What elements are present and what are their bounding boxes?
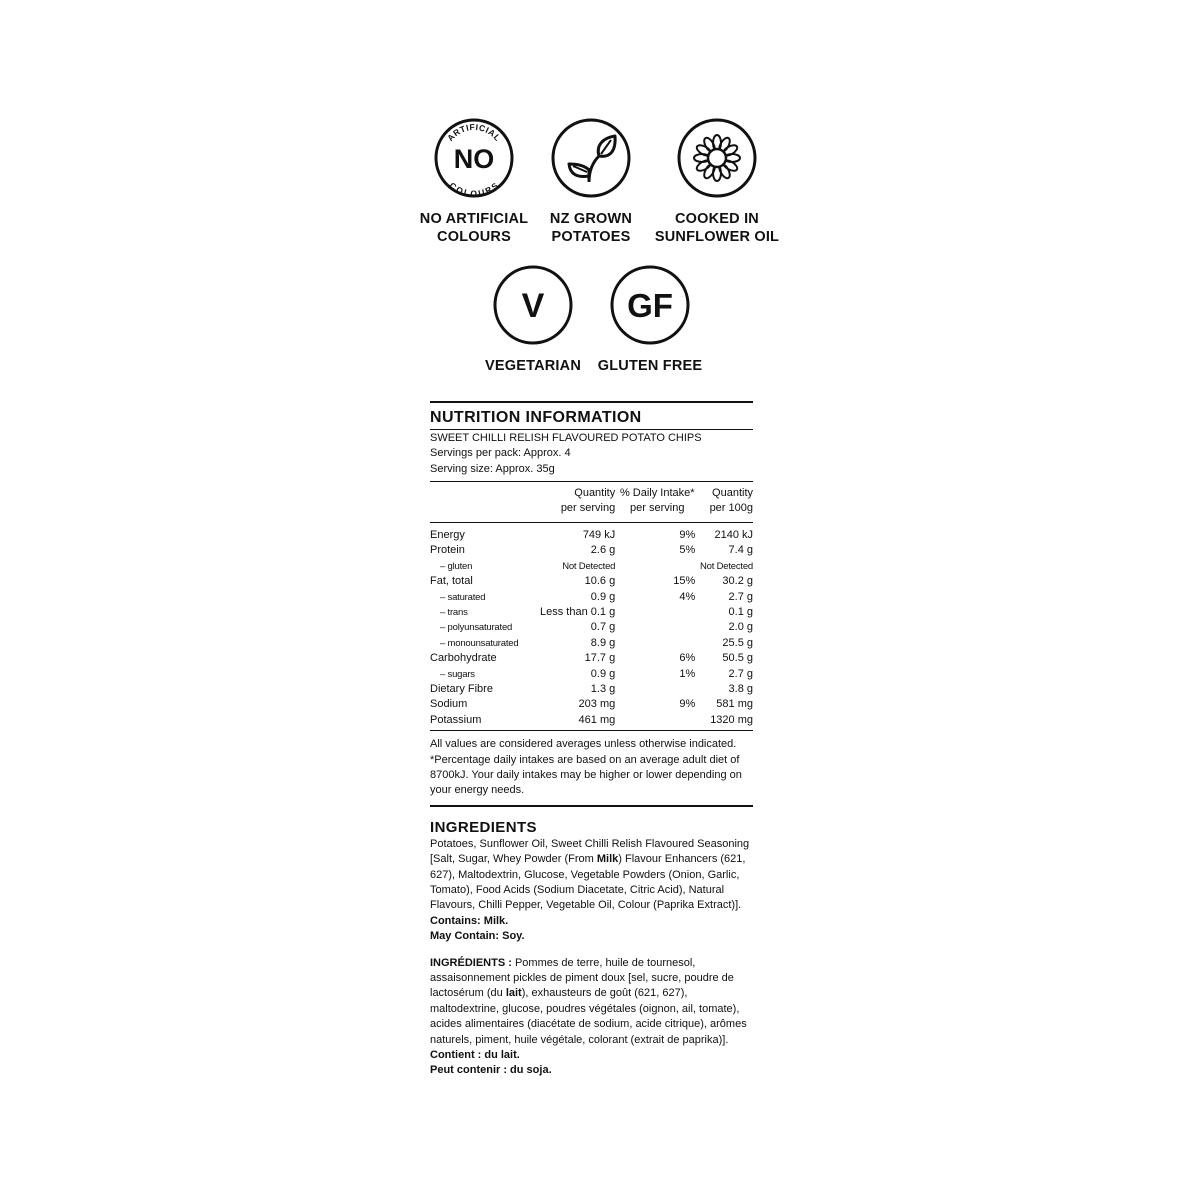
badge-label: VEGETARIAN: [485, 358, 581, 374]
no-artificial-colours-icon: [432, 116, 516, 200]
serving-size: Serving size: Approx. 35g: [430, 462, 555, 475]
daily-intake-value: 5%: [679, 544, 696, 557]
badge-gluten-free: [570, 263, 730, 375]
per-100g-value: 2.7 g: [728, 590, 753, 603]
nutrition-title: NUTRITION INFORMATION: [430, 409, 642, 426]
per-100g-value: 2140 kJ: [714, 528, 753, 541]
per-serving-value: 203 mg: [578, 698, 616, 711]
fr-ingredients-title: INGRÉDIENTS :: [430, 956, 512, 969]
ingredients-part: Pommes de terre, huile de tournesol, assaisonnement pickles de piment doux [sel, sucre, poudre de lactosérum (du: [430, 956, 734, 1000]
footnotes: [430, 731, 753, 805]
nutrient-name: Sodium: [430, 698, 468, 711]
nutrition-table: [430, 482, 753, 730]
fr-may-contain-statement: Peut contenir : du soja.: [430, 1064, 552, 1077]
table-header-row: [430, 482, 753, 523]
daily-intake-value: 6%: [679, 652, 696, 665]
badge-label: COOKED IN SUNFLOWER OIL: [654, 211, 780, 245]
per-serving-value: 17.7 g: [584, 652, 616, 665]
daily-intake-value: [615, 605, 699, 620]
allergen-milk: Milk: [596, 853, 619, 866]
nutrient-name: Carbohydrate: [430, 652, 497, 665]
table-row: [430, 559, 753, 574]
table-row: [430, 574, 753, 589]
table-row: [430, 667, 753, 682]
daily-intake-value: 9%: [679, 528, 696, 541]
seal-text-top: ARTIFICIAL: [445, 121, 503, 144]
per-100g-value: 2.7 g: [728, 667, 753, 680]
nutrition-panel: [430, 401, 753, 1079]
table-row: [430, 590, 753, 605]
table-row: [430, 682, 753, 697]
daily-intake-value: [615, 559, 699, 574]
column-header: Quantity per 100g: [709, 486, 753, 515]
badge-label: NO ARTIFICIAL COLOURS: [419, 211, 529, 245]
per-100g-value: 2.0 g: [728, 621, 753, 634]
nutrient-name: – saturated: [440, 591, 486, 603]
daily-intake-value: [615, 620, 699, 635]
vegetarian-symbol: V: [521, 287, 545, 325]
column-header: Quantity per serving: [560, 486, 616, 515]
contains-statement: Contains: Milk.: [430, 914, 509, 927]
per-serving-value: Not Detected: [562, 560, 616, 572]
nutrient-name: Protein: [430, 544, 465, 557]
per-serving-value: Less than 0.1 g: [540, 605, 616, 618]
sunflower-icon: [675, 116, 759, 200]
column-header: [430, 482, 540, 523]
nutrient-name: Potassium: [430, 713, 482, 726]
seal-text-center: NO: [453, 144, 495, 174]
nutrient-name: Energy: [430, 528, 465, 541]
may-contain-statement: May Contain: Soy.: [430, 930, 525, 943]
nutrient-name: Dietary Fibre: [430, 682, 493, 695]
gluten-free-symbol: GF: [627, 287, 673, 324]
badge-label: NZ GROWN POTATOES: [549, 211, 633, 245]
daily-intake-value: 4%: [679, 590, 696, 603]
nutrient-name: – polyunsaturated: [440, 622, 513, 634]
nutrient-name: Fat, total: [430, 575, 473, 588]
allergen-lait: lait: [505, 987, 522, 1000]
table-row: [430, 636, 753, 651]
table-row: [430, 651, 753, 666]
gluten-free-icon: [608, 263, 692, 347]
per-serving-value: 2.6 g: [590, 544, 616, 557]
per-100g-value: 3.8 g: [728, 682, 753, 695]
servings-per-pack: Servings per pack: Approx. 4: [430, 447, 571, 460]
per-100g-value: 50.5 g: [722, 652, 753, 665]
ingredients-part: ), exhausteurs de goût (621, 627), maltodextrine, glucose, poudres végétales (oignon, ail, tomate), acides alimentaires (diacétate de sodium, acide citrique), arômes naturels, piment, huile végétale, colorant (extrait de paprika)].: [430, 987, 747, 1046]
ingredients-french: [430, 956, 753, 1048]
table-row: [430, 543, 753, 558]
per-serving-value: 0.9 g: [590, 667, 616, 680]
nutrient-name: – monounsaturated: [440, 637, 519, 649]
per-100g-value: 7.4 g: [728, 544, 753, 557]
daily-intake-value: 9%: [679, 698, 696, 711]
nutrient-name: – trans: [440, 606, 468, 618]
leaf-icon: [549, 116, 633, 200]
per-serving-value: 461 mg: [578, 713, 616, 726]
per-100g-value: 0.1 g: [728, 605, 753, 618]
per-100g-value: 1320 mg: [710, 713, 753, 726]
per-serving-value: 0.7 g: [590, 621, 616, 634]
badge-label: GLUTEN FREE: [597, 358, 703, 374]
fr-contains-statement: Contient : du lait.: [430, 1049, 520, 1062]
ingredients-part: ) Flavour Enhancers (621, 627), Maltodextrin, Glucose, Vegetable Powders (Onion, Garlic, Tomato), Food Acids (Sodium Diacetate, Citric Acid), Natural Flavours, Chilli Pepper, Vegetable Oil, Colour (Paprika Extract)].: [430, 853, 746, 912]
per-serving-value: 10.6 g: [584, 575, 616, 588]
product-name: SWEET CHILLI RELISH FLAVOURED POTATO CHIPS: [430, 432, 702, 444]
per-100g-value: 25.5 g: [722, 636, 753, 649]
column-header: % Daily Intake* per serving: [619, 486, 695, 515]
table-row: [430, 620, 753, 635]
table-row: [430, 605, 753, 620]
daily-intake-value: [615, 713, 699, 730]
per-serving-value: 8.9 g: [590, 636, 616, 649]
daily-intake-value: [615, 682, 699, 697]
per-100g-value: 581 mg: [716, 698, 753, 711]
per-serving-value: 1.3 g: [590, 682, 616, 695]
daily-intake-value: [615, 636, 699, 651]
per-100g-value: 30.2 g: [722, 575, 753, 588]
svg-text:COLOURS: [448, 180, 501, 198]
seal-text-bottom: COLOURS: [447, 180, 501, 199]
daily-intake-value: 15%: [673, 575, 696, 588]
ingredients-title: INGREDIENTS: [430, 818, 537, 836]
ingredients-text: [430, 837, 753, 914]
nutrient-name: – gluten: [440, 560, 473, 572]
table-row: [430, 713, 753, 730]
per-100g-value: Not Detected: [699, 560, 753, 572]
per-serving-value: 749 kJ: [582, 528, 616, 541]
vegetarian-icon: [491, 263, 575, 347]
badge-cooked-in-sunflower-oil: [637, 116, 797, 246]
daily-intake-value: 1%: [679, 667, 696, 680]
footnote: *Percentage daily intakes are based on an average adult diet of 8700kJ. Your daily intakes may be higher or lower depending on your energy needs.: [430, 753, 742, 797]
nutrition-meta: [430, 430, 753, 481]
table-row: [430, 522, 753, 543]
nutrient-name: – sugars: [440, 668, 475, 680]
footnote: All values are considered averages unless otherwise indicated.: [430, 738, 737, 751]
table-row: [430, 697, 753, 712]
per-serving-value: 0.9 g: [590, 590, 616, 603]
ingredients-part: Potatoes, Sunflower Oil, Sweet Chilli Relish Flavoured Seasoning [Salt, Sugar, Whey Powder (From: [430, 837, 750, 866]
